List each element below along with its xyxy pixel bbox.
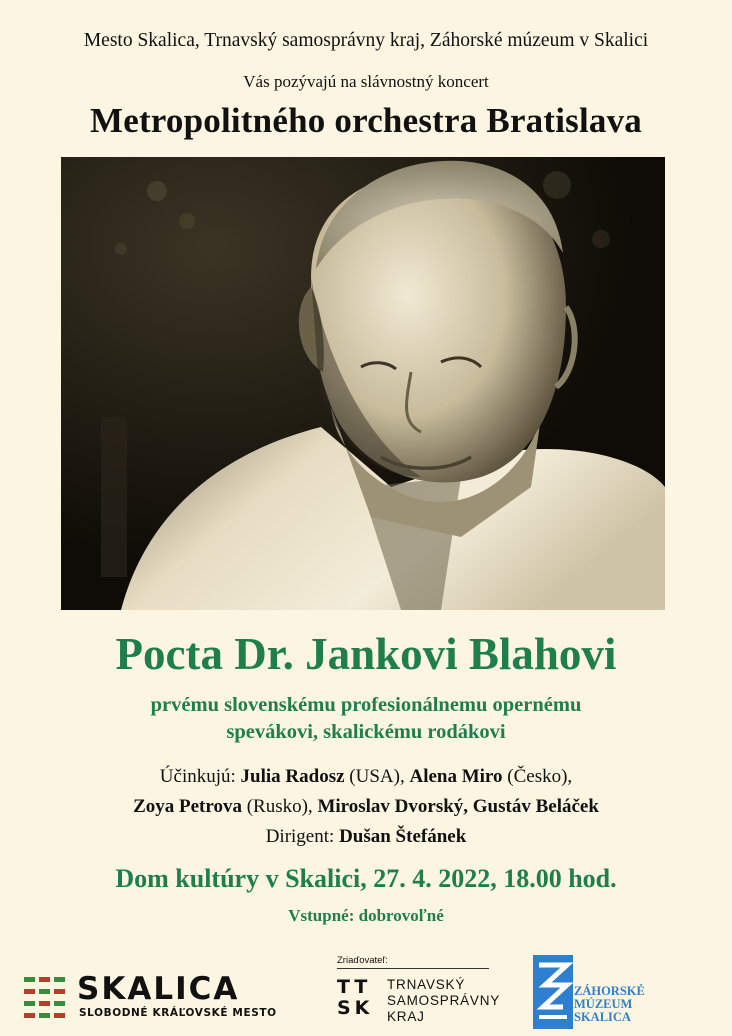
- skalica-logo: [24, 971, 324, 1023]
- venue-datetime: Dom kultúry v Skalici, 27. 4. 2022, 18.00 hod.: [115, 864, 617, 893]
- ttsk-logo: [337, 977, 507, 1027]
- museum-name: ZÁHORSKÉ MÚZEUM SKALICA: [574, 984, 645, 1024]
- museum-logo: [533, 953, 673, 1031]
- subtitle-line-2: spevákovi, skalickému rodákovi: [226, 721, 506, 743]
- portrait-photo: [61, 157, 665, 610]
- performer-name: Julia Radosz: [240, 766, 345, 787]
- conductor-name: Dušan Štefánek: [339, 826, 467, 847]
- performer-name: Miroslav Dvorský,: [317, 796, 469, 817]
- performers-block: [0, 762, 732, 852]
- organizers-line: Mesto Skalica, Trnavský samosprávny kraj, Záhorské múzeum v Skalici: [83, 30, 649, 51]
- performer-name: Gustáv Beláček: [472, 796, 599, 817]
- performers-label: Účinkujú:: [159, 766, 236, 787]
- conductor-label: Dirigent:: [265, 826, 335, 847]
- performer-name: Zoya Petrova: [133, 796, 242, 817]
- ttsk-monogram-icon: TT SK: [337, 976, 374, 1019]
- orchestra-name: Metropolitného orchestra Bratislava: [89, 101, 642, 140]
- skalica-tagline: SLOBODNÉ KRÁĽOVSKÉ MESTO: [79, 1007, 277, 1019]
- performers-line-2: [0, 792, 732, 822]
- founder-label: Zriaďovateľ:: [337, 955, 388, 966]
- performer-country: (USA),: [349, 766, 405, 787]
- performer-country: (Rusko),: [246, 796, 313, 817]
- skalica-wordmark: SKALICA: [77, 971, 240, 1007]
- ttsk-name: TRNAVSKÝ SAMOSPRÁVNY KRAJ: [387, 977, 501, 1024]
- invitation-line: Vás pozývajú na slávnostný koncert: [243, 72, 489, 91]
- performer-name: Alena Miro: [409, 766, 503, 787]
- admission-note: Vstupné: dobrovoľné: [288, 906, 444, 925]
- founder-divider: [337, 968, 489, 969]
- performer-country: (Česko),: [507, 766, 573, 787]
- conductor-line: [0, 822, 732, 852]
- subtitle-line-1: prvému slovenskému profesionálnemu opernému: [150, 694, 582, 716]
- skalica-emblem-icon: [24, 977, 66, 1019]
- event-subtitle: [0, 692, 732, 746]
- event-title: Pocta Dr. Jankovi Blahovi: [115, 629, 617, 679]
- performers-line-1: [0, 762, 732, 792]
- museum-emblem-icon: [533, 955, 573, 1029]
